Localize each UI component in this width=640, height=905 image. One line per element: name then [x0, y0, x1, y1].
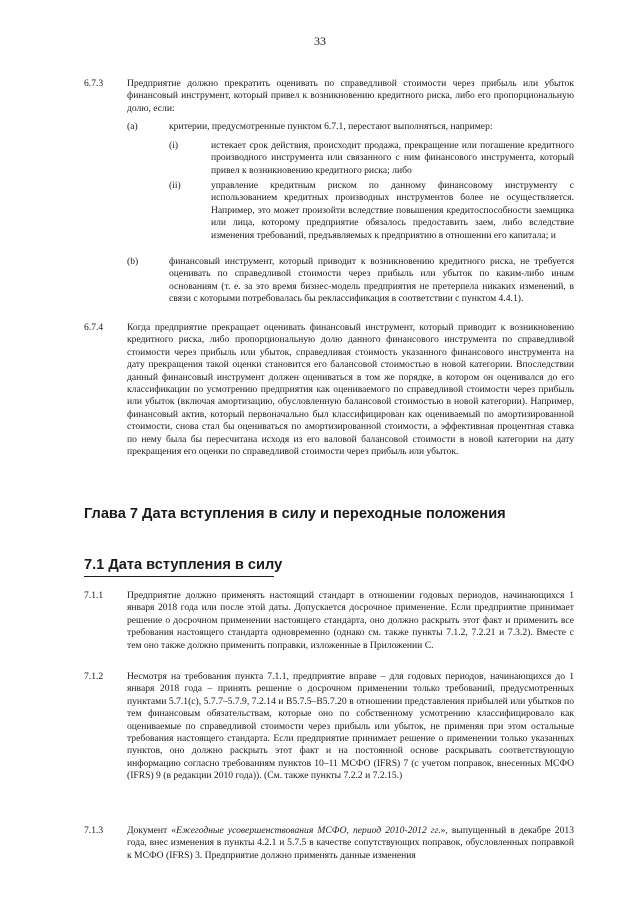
paragraph-number: 7.1.2 — [84, 671, 104, 682]
paragraph-text — [127, 825, 574, 862]
paragraph-6-7-3 — [84, 78, 574, 115]
paragraph-number: 7.1.1 — [84, 590, 104, 601]
clause-label: (b) — [127, 256, 139, 267]
paragraph-number: 6.7.3 — [84, 78, 104, 89]
subclause-ii — [169, 180, 574, 242]
paragraph-number: 6.7.4 — [84, 322, 104, 333]
page-number: 33 — [314, 34, 326, 48]
paragraph-number: 7.1.3 — [84, 825, 104, 836]
paragraph-text: Когда предприятие прекращает оценивать финансовый инструмент, который приводит к возникновению кредитного риска, либо пропорциональную долю данного финансового инструмента по справедливой стоимости через прибыль или убыток, справедливая стоимость указанного финансового инструмента на дату прекращения такой оценки становится его балансовой стоимостью в новой категории. Впоследствии данный финансовый инструмент должен оцениваться в том же порядке, в котором он оценивался до его классификации по усмотрению предприятия как оцениваемого по справедливой стоимости через прибыль или убыток (включая амортизацию, обусловленную балансовой стоимостью в новой категории). Например, финансовый актив, который первоначально был классифицирован как оцениваемый по амортизированной стоимости, снова стал бы оцениваться по амортизированной стоимости, а эффективная процентная ставка по нему была бы пересчитана исходя из его валовой балансовой стоимости в новой категории на дату прекращения его оценки по справедливой стоимости через прибыль или убыток. — [127, 322, 574, 458]
text-before: Документ « — [127, 825, 177, 836]
clause-text: финансовый инструмент, который приводит к возникновению кредитного риска, не требуется оценивать по справедливой стоимости через прибыль или убыток по каким-либо иным основаниям (т. е. за это время бизнес-модель предприятия не претерпела никаких изменений, в связи с которыми потребовалась бы реклассификация в соответствии с пунктом 4.4.1). — [169, 256, 574, 305]
paragraph-7-1-3 — [84, 825, 574, 862]
text-after: », выпущенный в декабре 2013 года, внес изменения в пункты 4.2.1 и 5.7.5 в качестве сопутствующих поправок, обусловленных поправкой к МСФО (IFRS) 3. Предприятие должно применять данные изменения — [127, 825, 574, 861]
clause-b — [127, 256, 574, 306]
section-heading: 7.1 Дата вступления в силу — [84, 557, 283, 573]
subclause-text: истекает срок действия, происходит продажа, прекращение или погашение кредитного производного инструмента или связанного с ним финансового инструмента, который привел к возникновению кредитного риска; либо — [211, 140, 574, 176]
subclause-text: управление кредитным риском по данному финансовому инструменту с использованием кредитных производных инструментов более не осуществляется. Например, это может произойти вследствие повышения кредитоспособности заемщика или лица, которому предприятие обязалось предоставить заем, либо вследствие изменения требований, предъявляемых к предприятию в отношении его капитала; и — [211, 180, 574, 241]
paragraph-text: Предприятие должно применять настоящий стандарт в отношении годовых периодов, начинающихся 1 января 2018 года или после этой даты. Допускается досрочное применение. Если предприятие принимает решение о досрочном применении настоящего стандарта, оно должно раскрыть этот факт и применить все требования настоящего стандарта одновременно (однако см. также пункты 7.1.2, 7.2.21 и 7.3.2). Вместе с тем оно также должно применить поправки, изложенные в Приложении С. — [127, 590, 574, 651]
paragraph-text: Несмотря на требования пункта 7.1.1, предприятие вправе – для годовых периодов, начинающихся до 1 января 2018 года – принять решение о досрочном применении только требований, предусмотренных пунктами 5.7.1(c), 5.7.7–5.7.9, 7.2.14 и B5.7.5–B5.7.20 в отношении представления прибылей или убытков по тем финансовым обязательствам, которые оно по собственному усмотрению классифицировало как оцениваемые по справедливой стоимости через прибыль или убыток, не применяя при этом остальные требования настоящего стандарта. Если предприятие принимает решение о применении только указанных пунктов, оно должно раскрыть этот факт и на постоянной основе раскрывать соответствующую информацию согласно требованиям пунктов 10–11 МСФО (IFRS) 7 (с учетом поправок, внесенных МСФО (IFRS) 9 (в редакции 2010 года)). (См. также пункты 7.2.2 и 7.2.15.) — [127, 671, 574, 782]
paragraph-7-1-1 — [84, 590, 574, 652]
paragraph-6-7-4 — [84, 322, 574, 458]
clause-a — [127, 121, 574, 133]
subclause-label: (ii) — [169, 180, 181, 191]
subclause-i — [169, 140, 574, 177]
chapter-heading: Глава 7 Дата вступления в силу и переходные положения — [84, 506, 506, 522]
document-title: Ежегодные усовершенствования МСФО, период 2010-2012 гг. — [176, 825, 441, 836]
clause-text: критерии, предусмотренные пунктом 6.7.1, перестают выполняться, например: — [169, 121, 493, 132]
clause-label: (a) — [127, 121, 138, 132]
paragraph-text: Предприятие должно прекратить оценивать по справедливой стоимости через прибыль или убыток финансовый инструмент, который привел к возникновению кредитного риска, либо его пропорциональную долю, если: — [127, 78, 574, 114]
section-underline — [84, 576, 274, 577]
subclause-label: (i) — [169, 140, 179, 151]
paragraph-7-1-2 — [84, 671, 574, 783]
